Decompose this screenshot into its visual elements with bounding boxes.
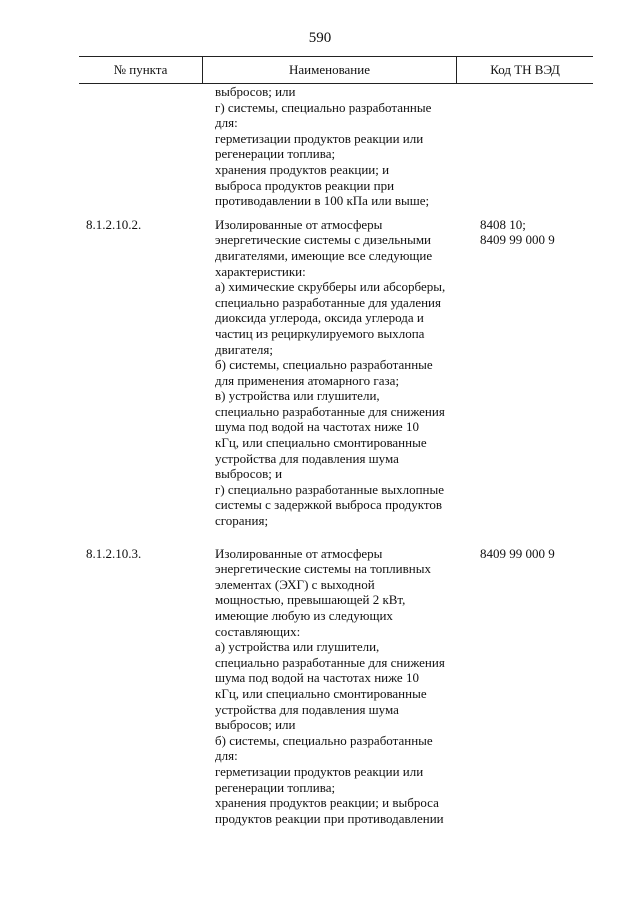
name-line: двигателя; [215,341,274,357]
row-name [79,546,476,827]
name-line: продуктов реакции при противодавлении [215,810,444,826]
name-line: устройства для подавления шума [215,450,399,466]
name-line: Изолированные от атмосферы [215,545,383,561]
code-line: 8409 99 000 9 [480,232,555,248]
name-line: б) системы, специально разработанные [215,357,433,373]
name-line: кГц, или специально смонтированные [215,685,427,701]
name-line: кГц, или специально смонтированные [215,435,427,451]
page-number: 590 [308,30,332,46]
name-line: выбросов; или [215,84,296,99]
name-line: г) системы, специально разработанные [215,99,432,115]
code-line: 8408 10; [480,216,526,232]
row-number: 8.1.2.10.3. [86,545,142,561]
name-line: в) устройства или глушители, [215,388,380,404]
name-line: а) устройства или глушители, [215,639,380,655]
code-line: 8409 99 000 9 [480,545,555,561]
header-code: Код ТН ВЭД [456,57,593,83]
name-line: элементах (ЭХГ) с выходной [215,576,375,592]
header-number: № пункта [113,62,168,77]
name-line: специально разработанные для удаления [215,294,441,310]
name-line: мощностью, превышающей 2 кВт, [215,592,406,608]
name-line: б) системы, специально разработанные [215,732,433,748]
name-line: шума под водой на частотах ниже 10 [215,670,419,686]
name-line: для: [215,115,238,131]
name-line: имеющие любую из следующих [215,608,393,623]
name-line: хранения продуктов реакции; и выброса [215,795,439,811]
table-header [79,56,593,84]
name-line: частиц из рециркулируемого выхлопа [215,325,425,341]
name-line: двигателями, имеющие все следующие [215,247,433,263]
name-line: герметизации продуктов реакции или [215,763,424,779]
row-code [476,546,593,562]
name-line: герметизации продуктов реакции или [215,130,424,146]
name-line: шума под водой на частотах ниже 10 [215,419,419,435]
table-body [79,84,593,826]
row-code [476,217,593,248]
header-name: Наименование [202,57,456,83]
row-name [79,84,476,209]
name-line: составляющих: [215,623,301,639]
name-line: сгорания; [215,513,269,529]
name-line: устройства для подавления шума [215,701,399,717]
name-line: системы с задержкой выброса продуктов [215,497,443,513]
name-line: а) химические скрубберы или абсорберы, [215,279,446,295]
name-line: для применения атомарного газа; [215,372,400,388]
name-line: специально разработанные для снижения [215,654,445,670]
name-line: характеристики: [215,263,306,279]
name-line: для: [215,748,238,764]
name-line: энергетические системы на топливных [215,561,431,577]
row-name [79,217,476,529]
name-line: диоксида углерода, оксида углерода и [215,310,424,326]
table-row [79,217,593,529]
name-line: г) специально разработанные выхлопные [215,481,445,497]
name-line: специально разработанные для снижения [215,403,445,419]
table-row [79,84,593,209]
name-line: энергетические системы с дизельными [215,232,432,248]
name-line: противодавлении в 100 кПа или выше; [215,193,430,209]
table-row [79,546,593,827]
name-line: регенерации топлива; [215,779,336,795]
name-line: хранения продуктов реакции; и [215,161,390,177]
row-number: 8.1.2.10.2. [86,216,142,232]
name-line: Изолированные от атмосферы [215,216,383,232]
name-line: выбросов; и [215,466,283,482]
name-line: выброса продуктов реакции при [215,177,395,193]
name-line: регенерации топлива; [215,146,336,162]
name-line: выбросов; или [215,717,296,733]
